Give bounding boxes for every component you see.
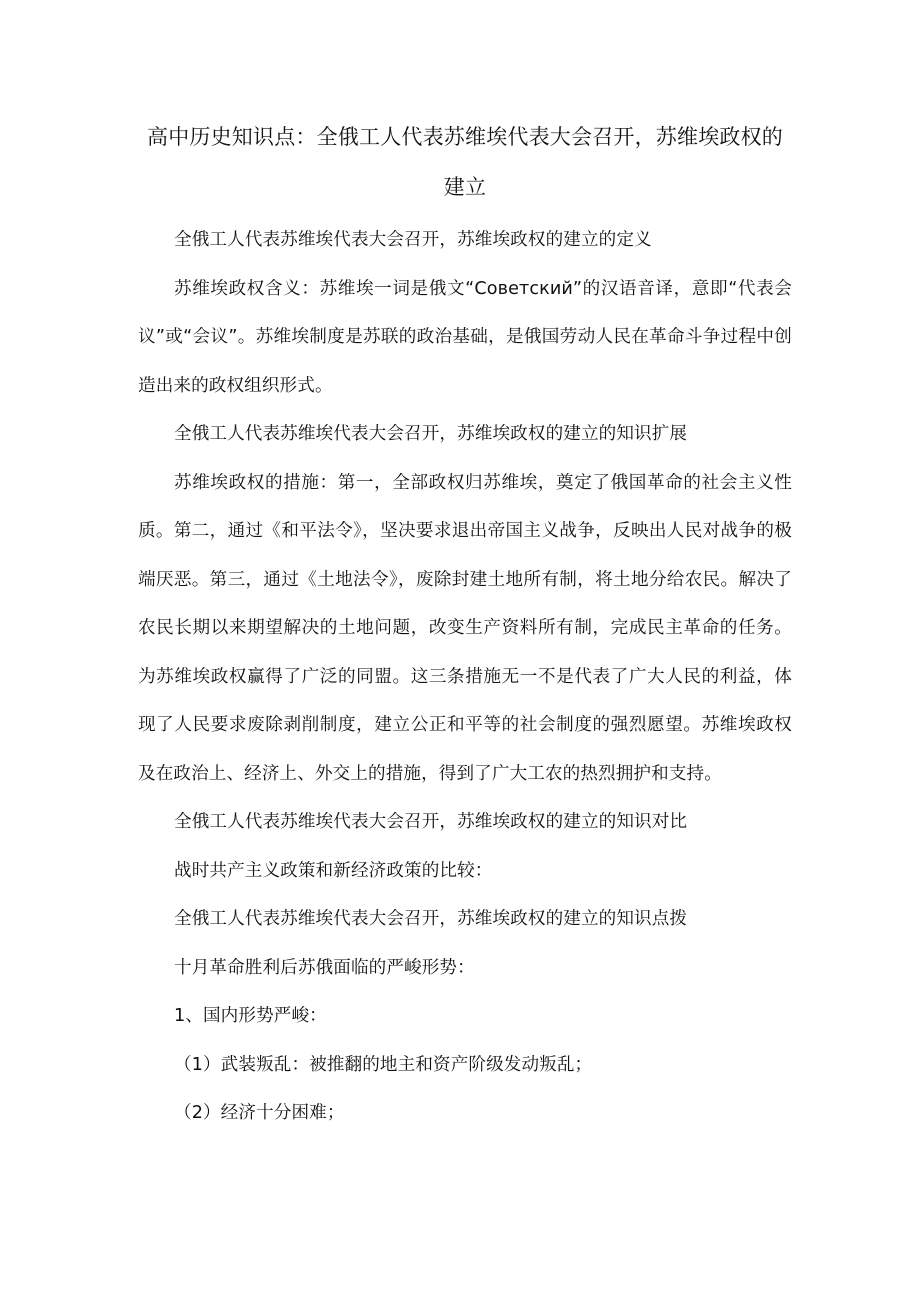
list-item-armed-rebellion: （1）武装叛乱：被推翻的地主和资产阶级发动叛乱； — [174, 1054, 593, 1075]
document-title: 高中历史知识点：全俄工人代表苏维埃代表大会召开，苏维埃政权的建立 — [147, 125, 783, 199]
paragraph-severe-situation: 十月革命胜利后苏俄面临的严峻形势： — [174, 957, 475, 978]
document-page — [138, 112, 792, 1138]
list-item-domestic-situation: 1、国内形势严峻： — [174, 1006, 327, 1026]
section-heading-guidance: 全俄工人代表苏维埃代表大会召开，苏维埃政权的建立的知识点拨 — [174, 909, 688, 929]
section-heading-definition: 全俄工人代表苏维埃代表大会召开，苏维埃政权的建立的定义 — [174, 230, 652, 250]
paragraph-soviet-meaning: 苏维埃政权含义：苏维埃一词是俄文“Советский”的汉语音译，意即“代表会议”或“会议”。苏维埃制度是苏联的政治基础，是俄国劳动人民在革命斗争过程中创造出来的政权组织形式。 — [138, 278, 792, 396]
paragraph-soviet-measures: 苏维埃政权的措施：第一，全部政权归苏维埃，奠定了俄国革命的社会主义性质。第二，通过《和平法令》，坚决要求退出帝国主义战争，反映出人民对战争的极端厌恶。第三，通过《土地法令》，废除封建土地所有制，将土地分给农民。解决了农民长期以来期望解决的土地问题，改变生产资料所有制，完成民主革命的任务。为苏维埃政权赢得了广泛的同盟。这三条措施无一不是代表了广大人民的利益，体现了人民要求废除剥削制度，建立公正和平等的社会制度的强烈愿望。苏维埃政权及在政治上、经济上、外交上的措施，得到了广大工农的热烈拥护和支持。 — [138, 472, 792, 784]
list-item-economic-difficulty: （2）经济十分困难； — [174, 1103, 345, 1123]
section-heading-extension: 全俄工人代表苏维埃代表大会召开，苏维埃政权的建立的知识扩展 — [174, 424, 688, 444]
section-heading-comparison: 全俄工人代表苏维埃代表大会召开，苏维埃政权的建立的知识对比 — [174, 812, 688, 832]
paragraph-policy-comparison: 战时共产主义政策和新经济政策的比较： — [174, 860, 493, 881]
